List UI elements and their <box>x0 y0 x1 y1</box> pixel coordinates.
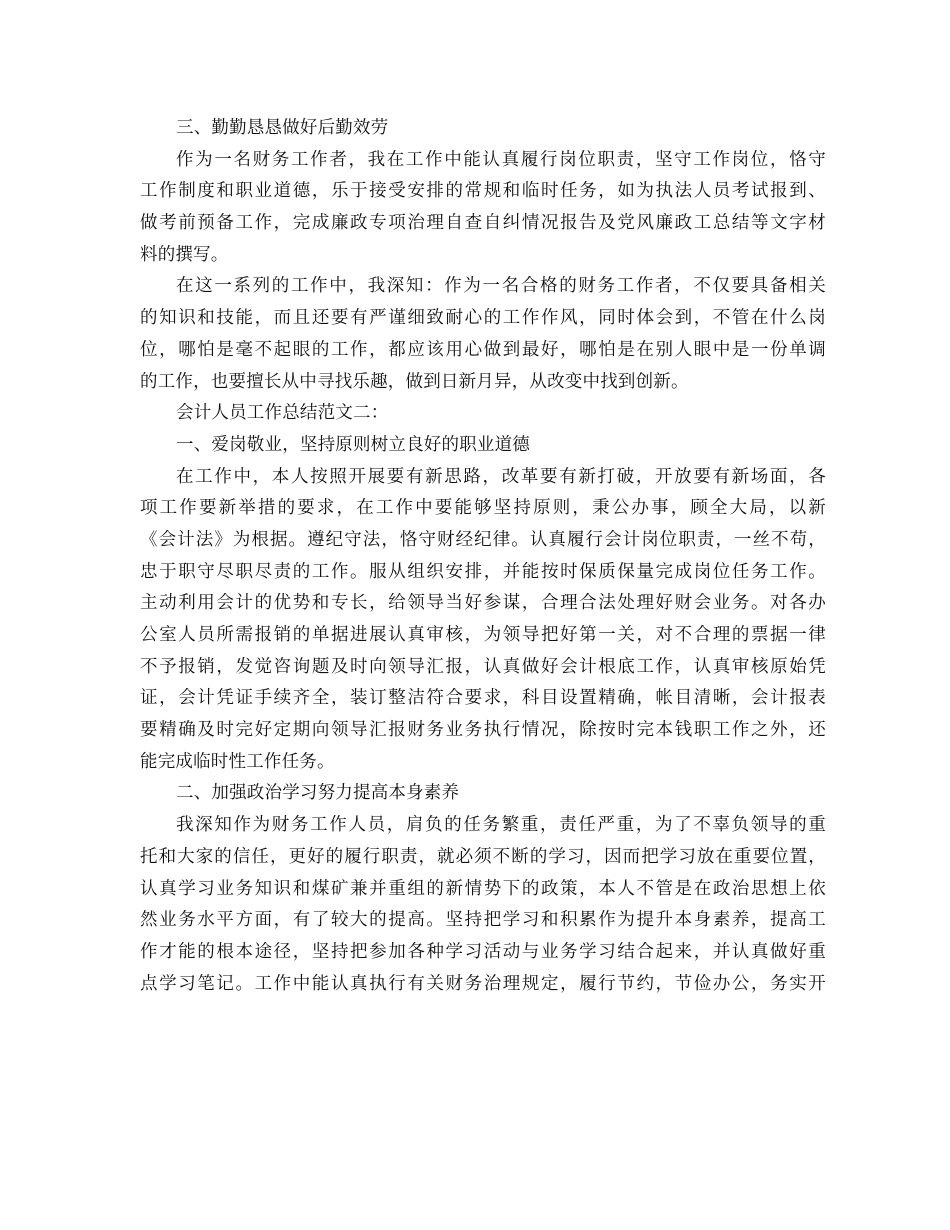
text-line: 在工作中，本人按照开展要有新思路，改革要有新打破，开放要有新场面，各 <box>176 466 826 487</box>
text-line: 料的撰写。 <box>140 244 229 265</box>
text-line: 的工作，也要擅长从中寻找乐趣，做到日新月异，从改变中找到创新。 <box>140 371 689 392</box>
text-line: 三、勤勤恳恳做好后勤效劳 <box>176 118 389 138</box>
text-line: 然业务水平方面，有了较大的提高。坚持把学习和积累作为提升本身素养，提高工 <box>140 910 826 931</box>
text-line: 作才能的根本途径，坚持把参加各种学习活动与业务学习结合起来，并认真做好重 <box>140 941 826 962</box>
text-line: 项工作要新举措的要求，在工作中要能够坚持原则，秉公办事，顾全大局，以新 <box>140 498 826 519</box>
text-line: 要精确及时完好定期向领导汇报财务业务执行情况，除按时完本钱职工作之外，还 <box>140 720 826 741</box>
text-line: 会计人员工作总结范文二： <box>176 403 389 424</box>
text-line: 托和大家的信任，更好的履行职责，就必须不断的学习，因而把学习放在重要位置， <box>140 846 826 867</box>
text-line: 《会计法》为根据。遵纪守法，恪守财经纪律。认真履行会计岗位职责，一丝不苟， <box>140 529 826 550</box>
text-line: 点学习笔记。工作中能认真执行有关财务治理规定，履行节约，节俭办公，务实开 <box>140 973 826 994</box>
text-line: 主动利用会计的优势和专长，给领导当好参谋，合理合法处理好财会业务。对各办 <box>140 593 826 614</box>
text-line: 作为一名财务工作者，我在工作中能认真履行岗位职责，坚守工作岗位，恪守 <box>176 149 826 170</box>
text-line: 位，哪怕是毫不起眼的工作，都应该用心做到最好，哪怕是在别人眼中是一份单调 <box>140 339 826 360</box>
text-line: 做考前预备工作，完成廉政专项治理自查自纠情况报告及党风廉政工总结等文字材 <box>140 213 826 234</box>
text-line: 证，会计凭证手续齐全，装订整洁符合要求，科目设置精确，帐目清晰，会计报表 <box>140 688 826 709</box>
text-line: 不予报销，发觉咨询题及时向领导汇报，认真做好会计根底工作，认真审核原始凭 <box>140 656 826 677</box>
text-line: 一、爱岗敬业，坚持原则树立良好的职业道德 <box>176 434 530 455</box>
text-line: 工作制度和职业道德，乐于接受安排的常规和临时任务，如为执法人员考试报到、 <box>140 181 826 202</box>
text-line: 我深知作为财务工作人员，肩负的任务繁重，责任严重，为了不辜负领导的重 <box>176 815 826 836</box>
text-line: 在这一系列的工作中，我深知：作为一名合格的财务工作者，不仅要具备相关 <box>176 276 826 297</box>
text-line: 认真学习业务知识和煤矿兼并重组的新情势下的政策，本人不管是在政治思想上依 <box>140 878 826 899</box>
text-line: 公室人员所需报销的单据进展认真审核，为领导把好第一关，对不合理的票据一律 <box>140 625 826 645</box>
text-line: 二、加强政治学习努力提高本身素养 <box>176 783 460 804</box>
text-line: 的知识和技能，而且还要有严谨细致耐心的工作作风，同时体会到，不管在什么岗 <box>140 308 826 329</box>
document-body <box>140 113 826 1000</box>
text-line: 忠于职守尽职尽责的工作。服从组织安排，并能按时保质保量完成岗位任务工作。 <box>140 561 826 582</box>
text-line: 能完成临时性工作任务。 <box>140 751 335 772</box>
